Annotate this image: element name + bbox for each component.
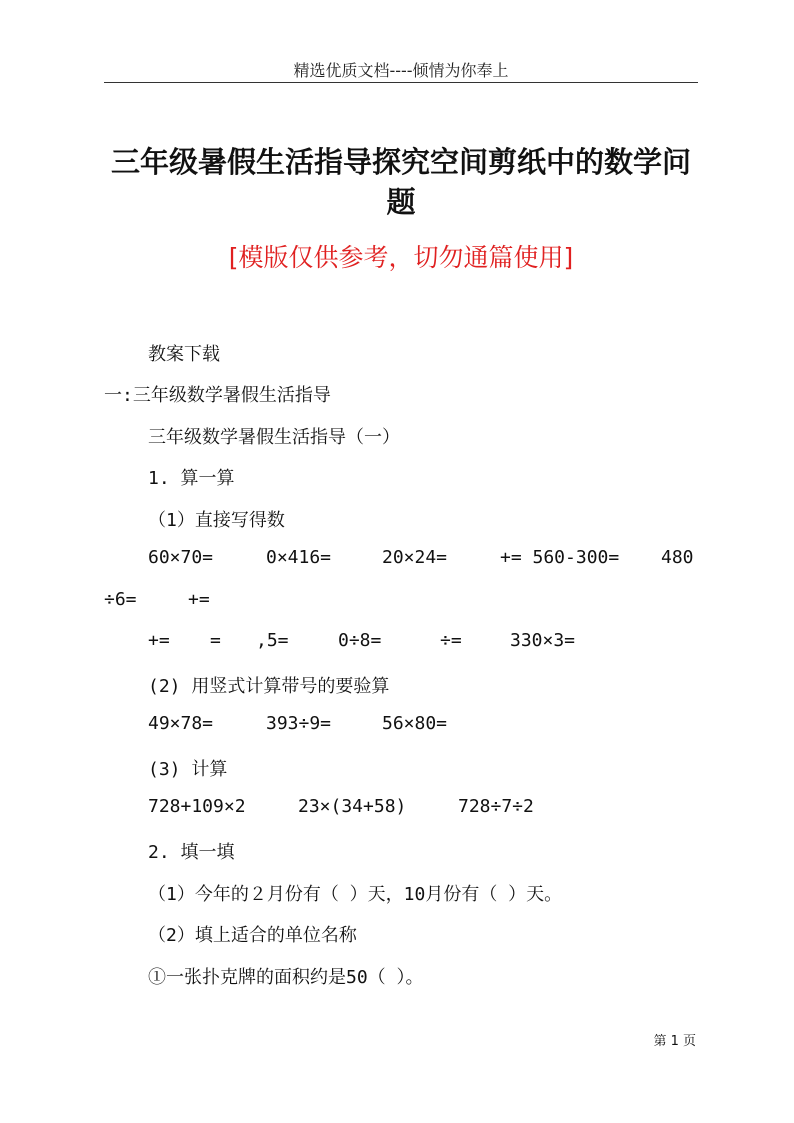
calc-item: += <box>148 630 170 651</box>
calc-item: 728÷7÷2 <box>458 796 534 817</box>
calc-item: 480 <box>661 547 694 568</box>
calc-item: ÷= <box>440 630 462 651</box>
calc-item: 728+109×2 <box>148 796 246 817</box>
page-header: 精选优质文档----倾情为你奉上 <box>293 61 509 80</box>
question-1-part-3: (3) 计算 <box>148 759 228 780</box>
question-2-part-2: （2）填上适合的单位名称 <box>148 925 357 946</box>
calc-item: += 560-300= <box>500 547 620 568</box>
question-1-part-1: （1）直接写得数 <box>148 510 285 531</box>
question-2-item-1: ①一张扑克牌的面积约是50（ ）。 <box>148 967 424 988</box>
question-1-part-2: (2) 用竖式计算带号的要验算 <box>148 676 390 697</box>
title-line-2: 题 <box>386 185 416 219</box>
question-2-part-1: （1）今年的２月份有（ ）天，10月份有（ ）天。 <box>148 884 563 905</box>
question-2-heading: 2. 填一填 <box>148 842 235 863</box>
calc-item: = <box>210 630 221 651</box>
calc-item: 0÷8= <box>338 630 382 651</box>
calc-item: 60×70= <box>148 547 214 568</box>
calc-item: ,5= <box>256 630 289 651</box>
calc-item: 330×3= <box>510 630 576 651</box>
header-divider <box>104 82 698 83</box>
question-1-heading: 1. 算一算 <box>148 468 235 489</box>
subsection-heading: 三年级数学暑假生活指导（一） <box>148 427 400 448</box>
calc-item: += <box>188 589 210 610</box>
calc-item: 49×78= <box>148 713 214 734</box>
intro-text: 教案下载 <box>148 344 220 365</box>
calc-item: 393÷9= <box>266 713 332 734</box>
calc-item: ÷6= <box>104 589 137 610</box>
template-notice: [模版仅供参考，切勿通篇使用] <box>228 243 574 272</box>
calc-item: 56×80= <box>382 713 448 734</box>
calc-item: 0×416= <box>266 547 332 568</box>
section-heading: 一:三年级数学暑假生活指导 <box>104 385 331 406</box>
title-line-1: 三年级暑假生活指导探究空间剪纸中的数学问 <box>110 145 691 179</box>
calc-item: 20×24= <box>382 547 448 568</box>
page-number: 第 1 页 <box>653 1034 696 1049</box>
calc-item: 23×(34+58) <box>298 796 407 817</box>
document-title <box>104 142 698 222</box>
